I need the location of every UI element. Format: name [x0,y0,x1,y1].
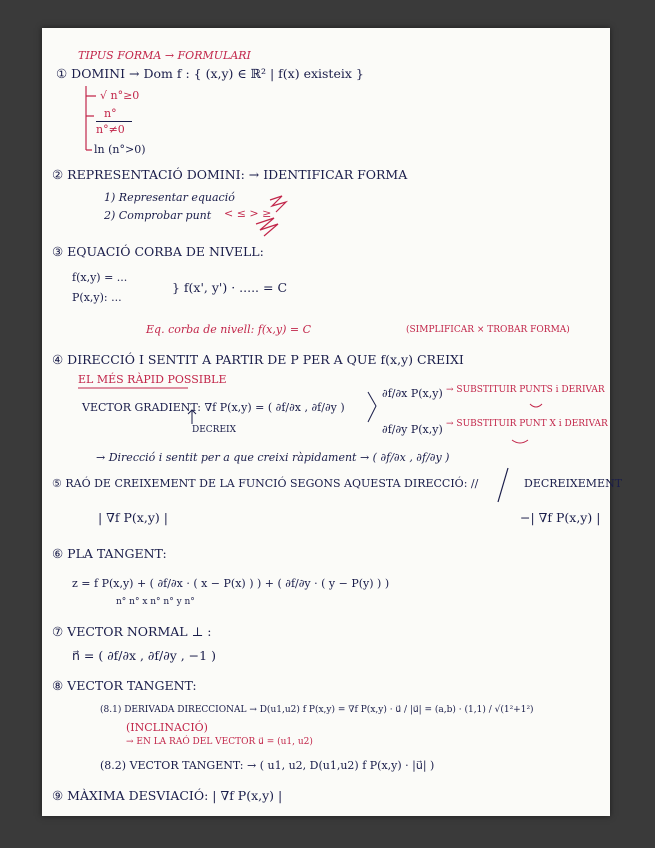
section-9-title: ⑨ MÀXIMA DESVIACIÓ: | ∇f P(x,y) | [52,788,283,803]
directional-derivative-vector: → EN LA RAÓ DEL VECTOR u⃗ = (u1, u2) [126,737,313,747]
partial-y-note: → SUBSTITUIR PUNT X i DERIVAR [446,419,608,429]
handwritten-marks [42,28,610,816]
tangent-vector: (8.2) VECTOR TANGENT: → ( u1, u2, D(u1,u2) f P(x,y) · |u⃗| ) [100,759,435,772]
header-types: TIPUS FORMA → FORMULARI [78,49,251,62]
section-1-title: ① DOMINI → Dom f : { (x,y) ∈ ℝ² | f(x) existeix } [56,66,364,81]
section-2-item-1: 1) Representar equació [104,191,235,204]
section-4-title-continued: EL MÉS RÀPID POSSIBLE [78,373,227,386]
section-7-title: ⑦ VECTOR NORMAL ⊥ : [52,624,212,639]
domain-ln-condition: ln (n°>0) [94,143,146,156]
directional-derivative-inclination: (INCLINACIÓ) [126,721,208,734]
decrease-label: DECREIXEMENT [524,477,623,490]
domain-fraction-numerator: n° [104,107,117,120]
level-curve-point: P(x,y): ... [72,291,122,304]
gradient-norm: | ∇f P(x,y) | [98,510,168,525]
partial-y: ∂f/∂y P(x,y) [382,423,443,436]
notebook-page [42,28,623,816]
directional-derivative: (8.1) DERIVADA DIRECCIONAL → D(u1,u2) f P(x,y) = ∇f P(x,y) · u⃗ / |u⃗| = (a,b) · (1,1) / √(1²+1²) [100,705,534,715]
domain-fraction-denominator: n°≠0 [96,123,125,136]
section-4-title: ④ DIRECCIÓ I SENTIT A PARTIR DE P PER A QUE f(x,y) CREIXI [52,352,464,367]
section-2-title: ② REPRESENTACIÓ DOMINI: → IDENTIFICAR FORMA [52,167,408,182]
tangent-plane-substitution: n° n° x n° n° y n° [116,597,195,607]
level-curve-substitution: } f(x', y') · ..... = C [172,280,288,295]
section-6-title: ⑥ PLA TANGENT: [52,546,167,561]
level-curve-equation: Eq. corba de nivell: f(x,y) = C [146,323,312,336]
gradient-norm-negative: −| ∇f P(x,y) | [520,510,601,525]
level-curve-function: f(x,y) = ... [72,271,128,284]
section-8-title: ⑧ VECTOR TANGENT: [52,678,197,693]
gradient-vector: VECTOR GRADIENT: ∇f P(x,y) = ( ∂f/∂x , ∂f/∂y ) [82,401,345,414]
gradient-decreix-label: DECREIX [192,425,236,435]
normal-vector-equation: n⃗ = ( ∂f/∂x , ∂f/∂y , −1 ) [72,648,216,663]
partial-x-note: → SUBSTITUIR PUNTS i DERIVAR [446,385,605,395]
tangent-plane-equation: z = f P(x,y) + ( ∂f/∂x · ( x − P(x) ) ) + ( ∂f/∂y · ( y − P(y) ) ) [72,577,390,590]
domain-root-condition: √ n°≥0 [100,89,140,102]
level-curve-note: (SIMPLIFICAR × TROBAR FORMA) [406,325,570,335]
gradient-direction: → Direcció i sentit per a que creixi ràpidament → ( ∂f/∂x , ∂f/∂y ) [96,451,450,464]
section-2-item-2: 2) Comprobar punt [104,209,212,222]
partial-x: ∂f/∂x P(x,y) [382,387,443,400]
inequality-signs: < ≤ > ≥ [224,207,272,220]
section-3-title: ③ EQUACIÓ CORBA DE NIVELL: [52,244,264,259]
section-5-title: ⑤ RAÓ DE CREIXEMENT DE LA FUNCIÓ SEGONS AQUESTA DIRECCIÓ: // [52,477,479,490]
